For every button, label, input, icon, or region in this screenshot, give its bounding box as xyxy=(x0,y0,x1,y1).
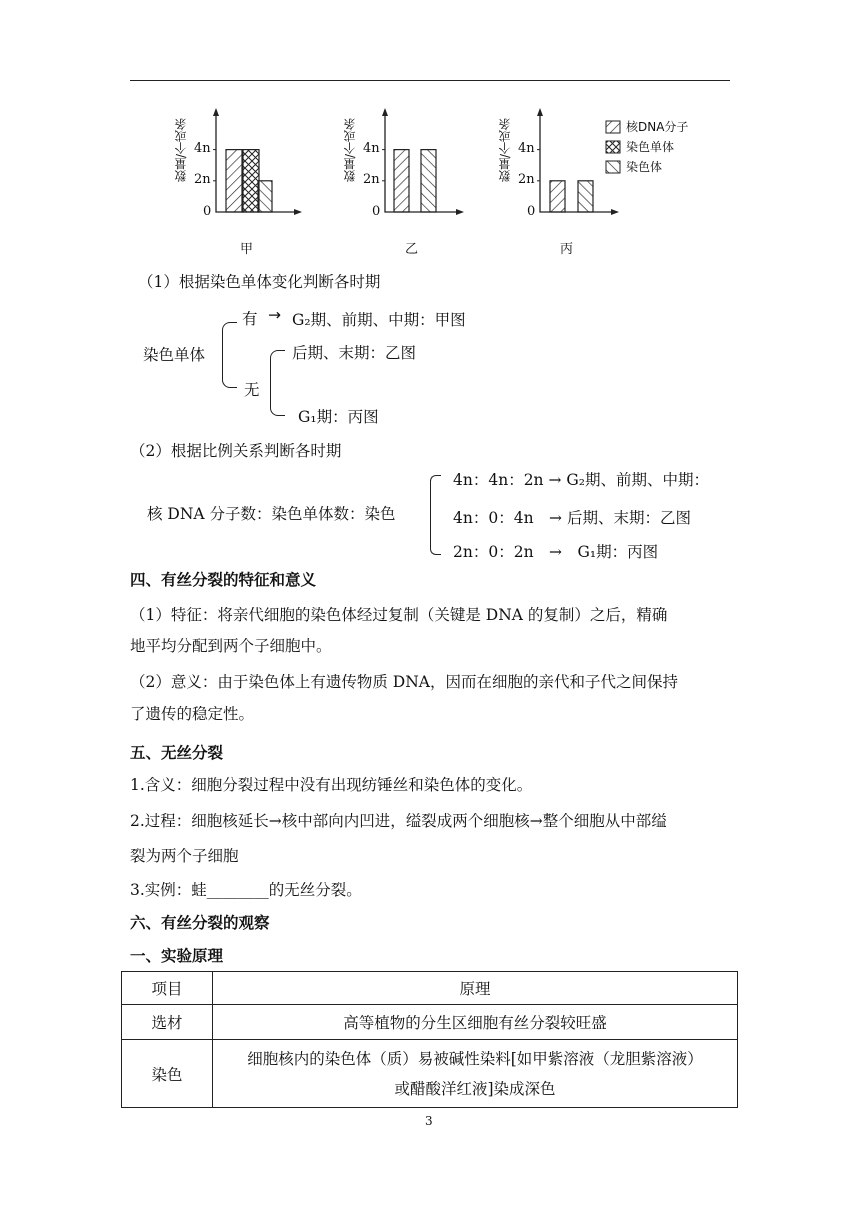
section1-title: （1）根据染色单体变化判断各时期 xyxy=(138,273,381,291)
bar-乙-0 xyxy=(394,150,409,212)
page-number: 3 xyxy=(425,1114,433,1128)
table-cell-principle xyxy=(213,1040,738,1108)
section1-root: 染色单体 xyxy=(143,346,206,364)
y-tick-label: 2n xyxy=(363,171,380,187)
section2-row3: 2n：0：2n → G₁期：丙图 xyxy=(453,543,659,561)
y-tick-label: 2n xyxy=(194,171,211,187)
chart-legend xyxy=(606,121,620,173)
section7-heading: 一、实验原理 xyxy=(130,947,224,965)
section1-bracket-none xyxy=(270,350,285,416)
section4-heading: 四、有丝分裂的特征和意义 xyxy=(130,571,317,589)
section5-line1: 1.含义：细胞分裂过程中没有出现纺锤丝和染色体的变化。 xyxy=(130,776,533,794)
section4-p1-line1: （1）特征：将亲代细胞的染色体经过复制（关键是 DNA 的复制）之后，精确 xyxy=(130,606,668,624)
section2-row2: 4n：0：4n → 后期、末期：乙图 xyxy=(453,509,691,527)
axis-arrow-x xyxy=(611,209,619,215)
bar-甲-1 xyxy=(242,150,259,212)
principle-table xyxy=(121,971,738,1108)
axis-arrow-x xyxy=(294,209,302,215)
table-row xyxy=(122,1040,738,1108)
section1-bracket-main xyxy=(222,322,237,388)
y-tick-label: 4n xyxy=(194,140,211,156)
bar-丙-0 xyxy=(550,181,565,212)
section1-has-result: G₂期、前期、中期：甲图 xyxy=(292,311,466,329)
legend-swatch-chromosome xyxy=(606,161,620,173)
section5-line3: 3.实例：蛙________的无丝分裂。 xyxy=(130,881,362,899)
section1-has: 有 xyxy=(242,310,258,328)
legend-label: 核DNA分子 xyxy=(626,120,689,134)
bar-甲-2 xyxy=(258,181,272,212)
bar-丙-1 xyxy=(578,181,593,212)
section5-line2a: 2.过程：细胞核延长→核中部向内凹进，缢裂成两个细胞核→整个细胞从中部缢 xyxy=(130,812,667,830)
section2-title: （2）根据比例关系判断各时期 xyxy=(130,442,342,460)
bar-乙-1 xyxy=(421,150,436,212)
y-axis-label: 数量/个或条 xyxy=(174,118,188,183)
panel-label: 甲 xyxy=(240,242,254,257)
section6-heading: 六、有丝分裂的观察 xyxy=(130,914,270,932)
panel-label: 丙 xyxy=(560,242,574,257)
axis-arrow-y xyxy=(382,108,388,116)
y-tick-label: 0 xyxy=(203,204,212,219)
legend-label: 染色单体 xyxy=(626,140,675,154)
table-header-item: 项目 xyxy=(122,972,213,1005)
table-cell-line: 或醋酸洋红液]染成深色 xyxy=(394,1079,556,1098)
y-tick-label: 4n xyxy=(518,140,535,156)
section2-row1: 4n：4n：2n → G₂期、前期、中期： xyxy=(453,471,709,489)
section2-bracket xyxy=(430,475,441,555)
legend-label: 染色体 xyxy=(626,160,663,174)
table-cell-principle: 高等植物的分生区细胞有丝分裂较旺盛 xyxy=(213,1005,738,1040)
y-axis-label: 数量/个或条 xyxy=(343,118,357,183)
y-axis-label: 数量/个或条 xyxy=(498,118,512,183)
section4-p1-line2: 地平均分配到两个子细胞中。 xyxy=(130,637,332,655)
legend-swatch-chromatid xyxy=(606,141,620,153)
section1-none: 无 xyxy=(244,381,260,399)
table-header-principle: 原理 xyxy=(213,972,738,1005)
section1-none-b: G₁期：丙图 xyxy=(298,408,379,426)
panel-label: 乙 xyxy=(405,242,419,257)
section1-arrow: → xyxy=(268,306,281,324)
y-tick-label: 2n xyxy=(518,171,535,187)
section4-p2-line1: （2）意义：由于染色体上有遗传物质 DNA，因而在细胞的亲代和子代之间保持 xyxy=(130,673,678,691)
section5-heading: 五、无丝分裂 xyxy=(130,744,224,762)
axis-arrow-y xyxy=(537,108,543,116)
table-cell-item: 染色 xyxy=(122,1040,213,1108)
y-tick-label: 4n xyxy=(363,140,380,156)
table-row xyxy=(122,1005,738,1040)
section4-p2-line2: 了遗传的稳定性。 xyxy=(130,705,255,723)
y-tick-label: 0 xyxy=(372,204,381,219)
section1-none-a: 后期、末期：乙图 xyxy=(292,344,417,362)
y-tick-label: 0 xyxy=(527,204,536,219)
bar-甲-0 xyxy=(226,150,243,212)
table-header-row xyxy=(122,972,738,1005)
section5-line2b: 裂为两个子细胞 xyxy=(130,847,239,865)
section2-root: 核 DNA 分子数：染色单体数：染色 xyxy=(147,505,396,523)
axis-arrow-y xyxy=(213,108,219,116)
chromosome-bar-figure xyxy=(0,0,860,270)
table-cell-line: 细胞核内的染色体（质）易被碱性染料[如甲紫溶液（龙胆紫溶液） xyxy=(247,1049,703,1068)
table-cell-item: 选材 xyxy=(122,1005,213,1040)
legend-swatch-dna xyxy=(606,121,620,133)
axis-arrow-x xyxy=(456,209,464,215)
